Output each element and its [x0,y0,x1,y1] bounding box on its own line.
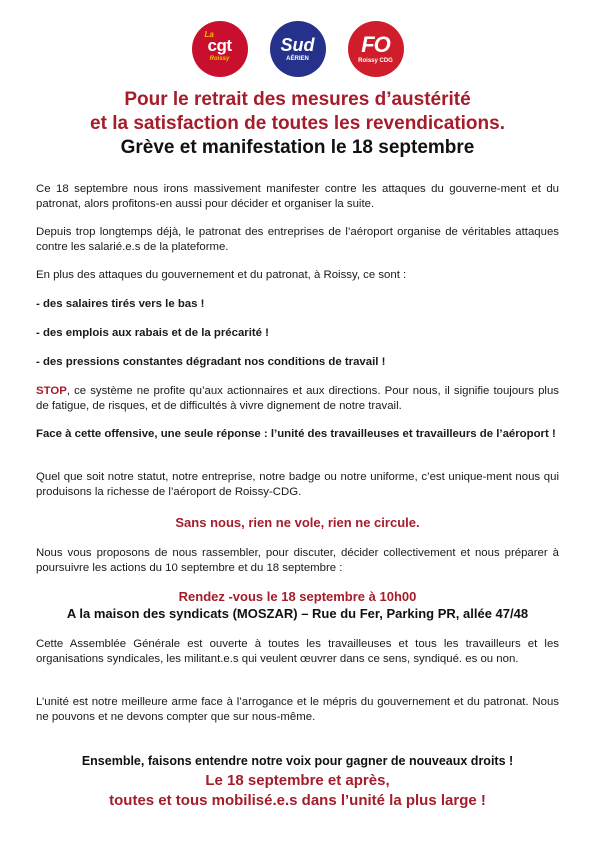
closing-line-1: Ensemble, faisons entendre notre voix pour gagner de nouveaux droits ! [81,754,514,768]
fo-logo-sub: Roissy CDG [358,58,393,64]
stop-text: , ce système ne profite qu’aux actionnaires et aux directions. Pour nous, il signifie toujours plus de fatigue, de risques, et de difficultés à vivre dignement de notre travail. [36,385,559,412]
bullet-pressions: - des pressions constantes dégradant nos conditions de travail ! [36,356,386,368]
paragraph-stop [36,384,559,414]
headline-line-3: Grève et manifestation le 18 septembre [120,137,475,158]
headline-line-1: Pour le retrait des mesures d’austérité [124,89,471,110]
slogan: Sans nous, rien ne vole, rien ne circule. [175,515,420,530]
logos-row [0,21,595,81]
sud-aerien-logo [270,21,326,77]
paragraph-unite: L’unité est notre meilleure arme face à l’arrogance et le mépris du gouvernement et du patronat. Nous ne pouvons et ne devons compter que sur nous-même. [36,696,559,723]
fo-logo [348,21,404,77]
stop-word: STOP [36,385,67,397]
paragraph-offensive: Face à cette offensive, une seule réponse : l’unité des travailleuses et travailleurs de l’aéroport ! [36,428,556,440]
paragraph-patronat: Depuis trop longtemps déjà, le patronat des entreprises de l’aéroport organise de véritables attaques contre les salarié.e.s de la plateforme. [36,226,559,253]
paragraph-intro: Ce 18 septembre nous irons massivement manifester contre les attaques du gouverne-ment et du patronat, alors profitons-en aussi pour décider et organiser la suite. [36,183,559,210]
paragraph-roissy: En plus des attaques du gouvernement et du patronat, à Roissy, ce sont : [36,269,407,281]
cgt-logo-sub: Roissy [209,55,230,62]
rdv-date: Rendez -vous le 18 septembre à 10h00 [178,589,417,604]
paragraph-rassembler: Nous vous proposons de nous rassembler, pour discuter, décider collectivement et nous préparer à poursuivre les actions du 10 septembre et du 18 septembre : [36,547,559,574]
paragraph-statut: Quel que soit notre statut, notre entreprise, notre badge ou notre uniforme, c’est unique-ment nous qui produisons la richesse de l’aéroport de Roissy-CDG. [36,471,559,498]
cgt-logo [192,21,248,77]
cgt-logo-la: La [204,30,214,39]
closing-line-3: toutes et tous mobilisé.e.s dans l’unité la plus large ! [109,792,486,809]
sud-logo-sub: AÉRIEN [286,56,309,62]
fo-logo-text: FO [361,32,390,57]
closing-line-2: Le 18 septembre et après, [205,772,390,789]
sud-logo-text: Sud [280,35,315,55]
rdv-location: A la maison des syndicats (MOSZAR) – Rue du Fer, Parking PR, allée 47/48 [66,606,529,621]
bullet-emplois: - des emplois aux rabais et de la précarité ! [36,327,269,339]
paragraph-assemblee: Cette Assemblée Générale est ouverte à toutes les travailleuses et tous les travailleurs et les organisations syndicales, les militant.e.s qui veulent œuvrer dans ce sens, syndiqué. es ou non. [36,638,559,665]
headline-line-2: et la satisfaction de toutes les revendications. [90,113,505,134]
bullet-salaires: - des salaires tirés vers le bas ! [36,298,205,310]
cgt-logo-text: cgt [207,35,232,55]
